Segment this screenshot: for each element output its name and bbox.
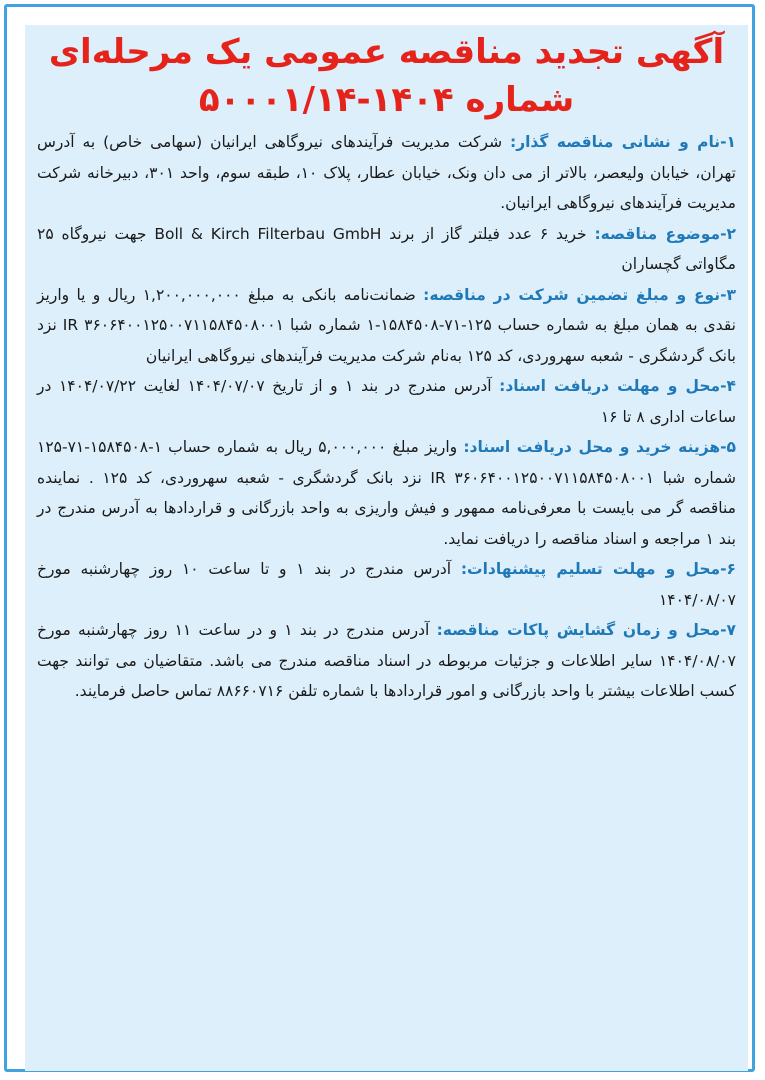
- section-submission: [37, 554, 736, 615]
- section-tenderer: [37, 127, 736, 219]
- notice-body: [25, 25, 748, 1071]
- section-text: شرکت مدیریت فرآیندهای نیروگاهی ایرانیان (سهامی خاص) به آدرس تهران، خیابان ولیعصر، بالاتر از می دان ونک، خیابان عطار، پلاک ۱۰، طبقه سوم، واحد ۳۰۱، دبیرخانه شرکت مدیریت فرآیندهای نیروگاهی ایرانیان.: [37, 133, 736, 212]
- notice-number: شماره ۱۴۰۴-۵۰۰۰۱/۱۴: [198, 80, 575, 120]
- section-label: ۲-موضوع مناقصه:: [594, 224, 736, 243]
- section-text: خرید ۶ عدد فیلتر گاز از برند Boll & Kirch Filterbau GmbH جهت نیروگاه ۲۵ مگاواتی گچساران: [37, 224, 736, 273]
- section-text: آدرس مندرج در بند ۱ و در ساعت ۱۱ روز چهارشنبه مورخ ۱۴۰۴/۰۸/۰۷ سایر اطلاعات و جزئیات مربوطه در اسناد مناقصه مندرج می باشد. متقاضیان می توانند جهت کسب اطلاعات بیشتر با واحد بازرگانی و امور قراردادها با شماره تلفن ۸۸۶۶۰۷۱۶ تماس حاصل فرمایند.: [37, 621, 736, 700]
- section-text: آدرس مندرج در بند ۱ و از تاریخ ۱۴۰۴/۰۷/۰۷ لغایت ۱۴۰۴/۰۷/۲۲ در ساعات اداری ۸ تا ۱۶: [37, 377, 736, 426]
- notice-frame: [4, 4, 755, 1072]
- section-label: ۵-هزینه خرید و محل دریافت اسناد:: [463, 438, 737, 456]
- section-text: ضمانت‌نامه بانکی به مبلغ ۱,۲۰۰,۰۰۰,۰۰۰ ریال و یا واریز نقدی به همان مبلغ به شماره حساب ۱۲۵-۷۱-۱۵۸۴۵۰۸-۱ شماره شبا IR ۳۶۰۶۴۰۰۱۲۵۰۰۷۱۱۵۸۴۵۰۸۰۰۱ نزد بانک گردشگری - شعبه سهروردی، کد ۱۲۵ به‌نام شرکت مدیریت فرآیندهای نیروگاهی ایرانیان: [37, 285, 736, 365]
- section-subject: [37, 219, 736, 280]
- section-documents-deadline: [37, 371, 736, 432]
- section-label: ۶-محل و مهلت تسلیم پیشنهادات:: [460, 560, 736, 578]
- section-opening: [37, 615, 736, 707]
- notice-title: آگهی تجدید مناقصه عمومی یک مرحله‌ای: [48, 32, 725, 72]
- section-guarantee: [37, 280, 736, 372]
- section-text: واریز مبلغ ۵,۰۰۰,۰۰۰ ریال به شماره حساب ۱-۱۵۸۴۵۰۸-۷۱-۱۲۵ شماره شبا IR ۳۶۰۶۴۰۰۱۲۵۰۰۷۱۱۵۸۴۵۰۸۰۰۱ نزد بانک گردشگری - شعبه سهروردی، کد ۱۲۵ . نماینده مناقصه گر می بایست با معرفی‌نامه ممهور و فیش واریزی به واحد بازرگانی و قراردادها به آدرس مندرج در بند ۱ مراجعه و اسناد مناقصه را دریافت نماید.: [37, 438, 736, 548]
- section-documents-fee: [37, 432, 736, 554]
- section-label: ۴-محل و مهلت دریافت اسناد:: [499, 377, 736, 395]
- section-label: ۱-نام و نشانی مناقصه گذار:: [510, 133, 736, 151]
- section-text: آدرس مندرج در بند ۱ و تا ساعت ۱۰ روز چهارشنبه مورخ ۱۴۰۴/۰۸/۰۷: [37, 560, 736, 609]
- section-label: ۳-نوع و مبلغ تضمین شرکت در مناقصه:: [423, 285, 737, 304]
- section-label: ۷-محل و زمان گشایش پاکات مناقصه:: [436, 621, 736, 639]
